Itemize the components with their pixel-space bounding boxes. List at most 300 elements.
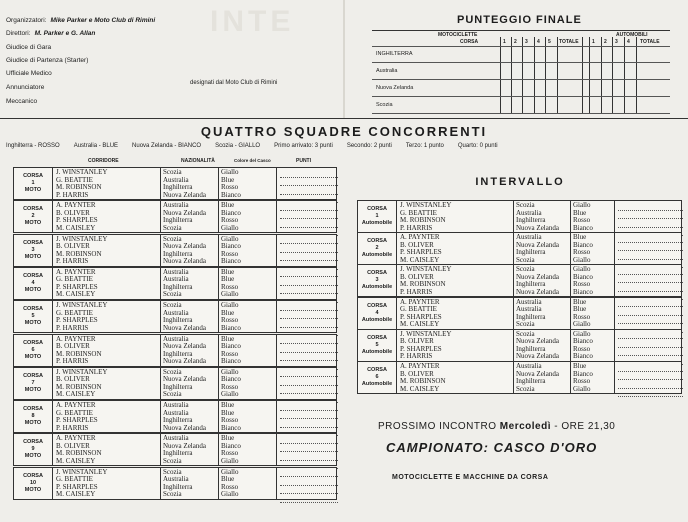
rider-name: M. CAISLEY (56, 290, 96, 299)
race-label (14, 434, 53, 465)
helmet-color: Giallo (221, 290, 239, 299)
points-cell (280, 211, 338, 220)
rider-name: G. BEATTIE (400, 208, 437, 217)
race-label (358, 298, 397, 329)
race-label-line: 10 (29, 479, 37, 486)
rider-name: J. WINSTANLEY (56, 467, 108, 476)
rider-name: P. HARRIS (56, 357, 89, 365)
official-row (6, 17, 155, 24)
moto-num: 5 (548, 39, 551, 45)
points-cell (618, 251, 683, 260)
moto-num: 2 (514, 39, 517, 45)
rider-name: G. BEATTIE (56, 275, 93, 284)
race-label-line: 4 (375, 309, 379, 316)
race-label-line: CORSA (367, 238, 387, 245)
nationality: Inghilterra (516, 377, 546, 385)
race-label-line: MOTO (24, 386, 42, 393)
helmet-color: Rosso (221, 382, 239, 391)
helmet-color: Giallo (573, 255, 591, 264)
rider-name: B. OLIVER (56, 208, 90, 217)
helmet-color: Bianco (573, 369, 593, 378)
nationality: Scozia (163, 290, 182, 299)
points-cells (614, 362, 686, 393)
race-label-line: CORSA (367, 367, 387, 373)
helmet-color: Bianco (221, 257, 241, 266)
teams-line (6, 143, 512, 149)
nationality: Nuova Zelanda (516, 352, 559, 361)
helmet-color: Rosso (573, 312, 591, 321)
rider-name: B. OLIVER (56, 441, 90, 450)
nationality: Australia (163, 434, 189, 443)
helmet-color: Bianco (573, 352, 593, 361)
nationality: Australia (516, 362, 542, 370)
rider-name: A. PAYNTER (56, 434, 96, 443)
team-entry: Terzo: 1 punto (405, 143, 444, 149)
helmet-color: Rosso (221, 249, 239, 258)
helmet-color: Bianco (573, 240, 593, 249)
helmet-color-list (218, 468, 265, 499)
team-entry: Scozia - GIALLO (215, 143, 261, 149)
helmet-color: Blue (573, 305, 587, 314)
official-label: Annunciatore (6, 84, 45, 91)
race-label (358, 362, 397, 393)
helmet-color: Blue (221, 408, 235, 417)
points-cell (618, 348, 683, 357)
helmet-color: Bianco (573, 272, 593, 281)
points-cell (280, 369, 338, 378)
nationality-list (160, 434, 218, 465)
race-block (13, 367, 337, 400)
auto-num: 1 (592, 39, 595, 45)
next-meeting (378, 421, 615, 432)
points-cell (280, 419, 338, 428)
rider-list (53, 301, 160, 332)
official-row (6, 70, 56, 77)
rider-name: P. SHARPLES (56, 316, 98, 325)
rider-name: P. SHARPLES (56, 416, 98, 425)
nationality: Scozia (163, 367, 182, 376)
score-grid-line (522, 37, 523, 113)
nationality: Nuova Zelanda (516, 272, 559, 281)
points-cells (276, 235, 341, 266)
race-label (14, 201, 53, 232)
points-cell (618, 339, 683, 348)
points-cells (614, 265, 686, 296)
race-block (13, 400, 337, 433)
helmet-color-list (218, 235, 265, 266)
points-cell (618, 363, 683, 372)
nationality: Australia (516, 233, 542, 242)
nationality: Inghilterra (516, 216, 546, 224)
helmet-color: Bianco (573, 287, 593, 296)
nationality: Nuova Zelanda (516, 287, 559, 296)
official-label: Organizzatori: (6, 17, 47, 24)
points-cell (618, 372, 683, 381)
points-cell (280, 377, 338, 386)
race-label-line: 6 (375, 374, 379, 380)
helmet-color: Giallo (573, 384, 591, 393)
rider-name: P. SHARPLES (56, 282, 98, 291)
race-label (14, 301, 53, 332)
nationality-list (160, 201, 218, 232)
rider-name: G. BEATTIE (56, 308, 93, 317)
rider-name: M. ROBINSON (400, 216, 446, 224)
rider-list (397, 362, 512, 393)
points-cells (276, 401, 341, 432)
helmet-color: Rosso (221, 183, 239, 191)
points-cell (280, 169, 338, 178)
points-cell (280, 344, 338, 353)
points-cells (276, 335, 341, 366)
points-cell (280, 411, 338, 420)
helmet-color: Giallo (221, 301, 239, 310)
helmet-color-list (218, 434, 265, 465)
rider-list (53, 235, 160, 266)
rider-name: A. PAYNTER (56, 267, 96, 276)
race-label-line: 1 (31, 180, 35, 186)
points-cell (618, 380, 683, 389)
helmet-color: Blue (221, 308, 235, 317)
nationality: Inghilterra (516, 344, 546, 353)
helmet-color: Bianco (573, 223, 593, 232)
helmet-color: Giallo (221, 467, 239, 476)
race-label-line: CORSA (367, 302, 387, 309)
race-label-line: MOTO (24, 286, 42, 293)
score-grid-line (534, 37, 535, 113)
helmet-color: Bianco (221, 357, 241, 365)
nationality: Scozia (163, 467, 182, 476)
points-cell (280, 452, 338, 461)
score-row-line (372, 79, 670, 80)
points-cells (276, 168, 341, 199)
rider-list (53, 201, 160, 232)
rider-name: M. ROBINSON (56, 449, 102, 458)
rider-name: B. OLIVER (400, 240, 434, 249)
race-label-line: MOTO (24, 486, 42, 493)
race-label-line: CORSA (23, 306, 43, 313)
rider-name: G. BEATTIE (56, 475, 93, 484)
helmet-color: Giallo (573, 201, 591, 209)
race-label-line: MOTO (24, 420, 42, 427)
helmet-color: Bianco (221, 423, 241, 432)
designated-note: designati dal Moto Club di Rimini (190, 80, 278, 86)
nationality: Scozia (163, 490, 182, 499)
race-label-line: CORSA (23, 272, 43, 279)
nationality-list (160, 468, 218, 499)
points-cell (280, 494, 338, 503)
points-cells (276, 434, 341, 465)
points-cell (280, 311, 338, 320)
points-cells (276, 268, 341, 299)
nationality-list (513, 298, 570, 329)
moto-num: 3 (525, 39, 528, 45)
rider-name: P. HARRIS (56, 423, 89, 432)
race-label-line: 9 (31, 446, 35, 453)
points-cell (618, 275, 683, 284)
helmet-color: Blue (573, 208, 587, 217)
rider-name: B. OLIVER (400, 272, 434, 281)
points-cell (280, 435, 338, 444)
points-cell (618, 299, 683, 308)
nationality: Scozia (163, 234, 182, 243)
nationality: Inghilterra (163, 416, 193, 425)
race-block (13, 167, 337, 200)
race-label-line: 3 (375, 277, 379, 284)
moto-header: MOTOCICLETTE (438, 32, 478, 38)
nationality: Nuova Zelanda (163, 208, 206, 217)
rider-name: P. SHARPLES (56, 216, 98, 225)
helmet-color: Blue (573, 362, 587, 370)
team-entry: Primo arrivato: 3 punti (274, 143, 333, 149)
rider-name: G. BEATTIE (56, 175, 93, 184)
helmet-color: Rosso (573, 344, 591, 353)
footer-text: MOTOCICLETTE E MACCHINE DA CORSA (392, 474, 549, 481)
helmet-color: Rosso (221, 316, 239, 325)
fold-line (343, 0, 345, 118)
rider-name: A. PAYNTER (400, 297, 440, 306)
nationality: Inghilterra (163, 449, 193, 458)
rider-name: J. WINSTANLEY (56, 367, 108, 376)
nationality: Nuova Zelanda (516, 240, 559, 249)
nationality-list (513, 330, 570, 361)
race-label-line: 6 (31, 346, 35, 353)
official-label: Ufficiale Medico (6, 70, 52, 77)
moto-total: TOTALE (559, 39, 579, 45)
helmet-color: Rosso (221, 482, 239, 491)
nationality-list (160, 301, 218, 332)
race-label-line: 2 (31, 213, 35, 220)
nationality: Scozia (516, 384, 535, 393)
helmet-color: Blue (221, 401, 235, 410)
rider-list (53, 468, 160, 499)
nationality: Scozia (163, 301, 182, 310)
points-cells (276, 368, 341, 399)
rider-name: P. SHARPLES (400, 312, 442, 321)
next-time: - ORE 21,30 (554, 421, 616, 432)
helmet-color-list (218, 268, 265, 299)
points-cell (280, 302, 338, 311)
helmet-color: Blue (221, 275, 235, 284)
points-cell (280, 202, 338, 211)
points-cell (618, 331, 683, 340)
score-grid-line (511, 37, 512, 113)
helmet-color: Bianco (221, 342, 241, 350)
race-label-line: CORSA (23, 206, 43, 213)
race-label-line: Automobile (361, 348, 393, 355)
official-value: M. Parker e G. Allan (34, 30, 96, 37)
helmet-color: Rosso (221, 349, 239, 358)
helmet-color-list (570, 201, 613, 232)
nationality: Inghilterra (163, 349, 193, 358)
rider-list (397, 298, 512, 329)
points-cell (618, 243, 683, 252)
rider-name: J. WINSTANLEY (400, 265, 452, 274)
points-cell (280, 486, 338, 495)
nationality: Australia (163, 267, 189, 276)
rider-list (397, 201, 512, 232)
rider-name: J. WINSTANLEY (400, 329, 452, 338)
section-divider (0, 118, 688, 119)
nationality-list (513, 201, 570, 232)
score-grid-line (624, 37, 625, 113)
points-cell (280, 286, 338, 295)
race-label-line: 5 (375, 341, 379, 348)
score-row-line (372, 62, 670, 63)
nationality: Scozia (516, 329, 535, 338)
helmet-color-list (570, 330, 613, 361)
rider-name: A. PAYNTER (400, 233, 440, 242)
helmet-color: Bianco (221, 441, 241, 450)
nationality: Scozia (516, 265, 535, 274)
rider-list (53, 268, 160, 299)
race-label-line: 1 (375, 213, 379, 219)
race-block (13, 433, 337, 466)
race-block (13, 467, 337, 500)
race-label-line: CORSA (23, 239, 43, 246)
points-cell (280, 253, 338, 262)
nationality-list (160, 168, 218, 199)
helmet-color: Rosso (573, 248, 591, 257)
helmet-color-list (218, 301, 265, 332)
points-cell (618, 316, 683, 325)
rider-name: M. CAISLEY (400, 384, 440, 393)
race-label-line: CORSA (23, 406, 43, 413)
nationality: Scozia (516, 320, 535, 329)
score-country: Nuova Zelanda (376, 85, 414, 91)
points-cell (280, 186, 338, 195)
rider-name: M. ROBINSON (56, 249, 102, 258)
nationality: Nuova Zelanda (516, 369, 559, 378)
points-cell (618, 266, 683, 275)
intervallo-title: INTERVALLO (475, 176, 565, 188)
nationality: Australia (163, 308, 189, 317)
official-row (6, 44, 55, 51)
nationality-list (160, 335, 218, 366)
helmet-color: Giallo (221, 367, 239, 376)
rider-name: M. CAISLEY (56, 223, 96, 232)
helmet-color: Blue (221, 175, 235, 184)
score-row-line (372, 96, 670, 97)
helmet-color: Bianco (221, 323, 241, 332)
points-cell (280, 236, 338, 245)
rider-name: M. CAISLEY (400, 320, 440, 329)
rider-name: M. CAISLEY (56, 490, 96, 499)
points-cells (276, 301, 341, 332)
helmet-color: Giallo (221, 168, 239, 176)
nationality: Scozia (163, 456, 182, 465)
moto-num: 4 (537, 39, 540, 45)
helmet-color: Rosso (573, 216, 591, 224)
points-cells (614, 233, 686, 264)
nationality: Nuova Zelanda (163, 342, 206, 350)
helmet-color: Giallo (573, 320, 591, 329)
race-block (357, 329, 682, 362)
helmet-color-list (218, 401, 265, 432)
points-cell (618, 234, 683, 243)
nationality-list (160, 235, 218, 266)
race-label-line: Automobile (361, 381, 393, 387)
helmet-color-list (570, 233, 613, 264)
helmet-color: Bianco (221, 208, 241, 217)
official-label: Giudice di Partenza (Starter) (6, 57, 89, 64)
nationality: Inghilterra (163, 249, 193, 258)
points-cell (280, 469, 338, 478)
points-cell (280, 277, 338, 286)
rider-name: G. BEATTIE (400, 305, 437, 314)
score-grid-line (601, 37, 602, 113)
nationality: Australia (163, 334, 189, 343)
helmet-color: Bianco (221, 190, 241, 199)
helmet-color: Rosso (221, 282, 239, 291)
helmet-color-list (570, 362, 613, 393)
race-label-line: 4 (31, 279, 35, 286)
nationality-list (160, 268, 218, 299)
points-cell (280, 444, 338, 453)
race-label-line: 5 (31, 313, 35, 320)
faded-watermark: INTE (210, 5, 295, 38)
race-label-line: MOTO (24, 353, 42, 360)
col-header-nationality: NAZIONALITÀ (181, 158, 215, 164)
nationality: Australia (163, 401, 189, 410)
score-grid-line (557, 37, 558, 113)
helmet-color: Rosso (573, 280, 591, 289)
nationality: Australia (516, 305, 542, 314)
rider-list (53, 168, 160, 199)
nationality-list (160, 368, 218, 399)
rider-name: M. ROBINSON (400, 280, 446, 289)
points-cell (280, 477, 338, 486)
points-cells (614, 298, 686, 329)
race-label-line: MOTO (24, 253, 42, 260)
next-day: Mercoledì (499, 421, 551, 432)
rider-name: P. HARRIS (400, 352, 433, 361)
helmet-color: Giallo (221, 456, 239, 465)
championship-title: CAMPIONATO: CASCO D'ORO (386, 440, 598, 455)
nationality: Nuova Zelanda (163, 190, 206, 199)
race-label-line: CORSA (23, 439, 43, 446)
race-label-line: MOTO (24, 187, 42, 193)
points-cell (280, 336, 338, 345)
race-label-line: MOTO (24, 453, 42, 460)
rider-list (397, 265, 512, 296)
nationality: Nuova Zelanda (163, 242, 206, 251)
nationality: Australia (516, 208, 542, 217)
auto-num: 3 (615, 39, 618, 45)
race-label-line: 7 (31, 379, 35, 386)
race-label-line: CORSA (23, 472, 43, 479)
score-row-line (372, 113, 670, 114)
race-label-line: MOTO (24, 220, 42, 227)
final-score-title: PUNTEGGIO FINALE (457, 14, 582, 26)
team-entry: Secondo: 2 punti (346, 143, 392, 149)
rider-list (397, 233, 512, 264)
rider-name: P. SHARPLES (400, 248, 442, 257)
race-label (14, 235, 53, 266)
auto-num: 2 (604, 39, 607, 45)
official-row (6, 30, 95, 37)
nationality: Inghilterra (163, 316, 193, 325)
points-cell (618, 307, 683, 316)
nationality: Inghilterra (163, 382, 193, 391)
helmet-color: Giallo (221, 234, 239, 243)
race-label-line: CORSA (367, 334, 387, 341)
helmet-color: Giallo (221, 490, 239, 499)
auto-total: TOTALE (640, 39, 660, 45)
race-label-line: 8 (31, 413, 35, 420)
score-country: Australia (376, 68, 398, 74)
helmet-color: Blue (221, 334, 235, 343)
nationality: Nuova Zelanda (163, 375, 206, 384)
